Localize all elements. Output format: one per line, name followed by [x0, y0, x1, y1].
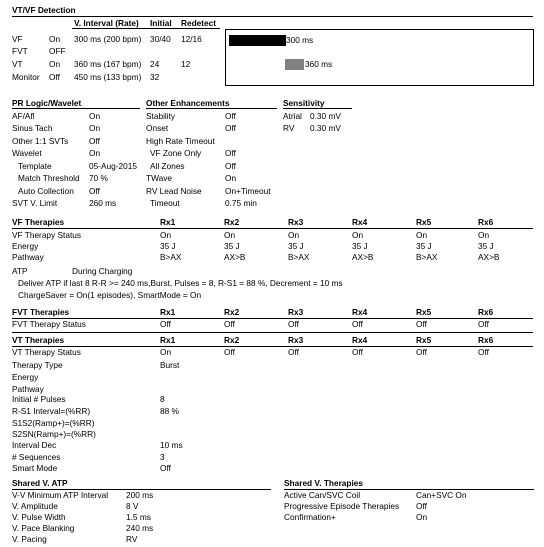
other-label: All Zones	[150, 161, 185, 171]
vf-cell: AX>B	[478, 252, 500, 262]
sva-label: V. Pulse Width	[12, 512, 66, 522]
vt-param-value: Burst	[160, 360, 180, 370]
divider	[12, 228, 533, 229]
sensitivity-label: RV	[283, 123, 295, 133]
vt-param-value: 8	[160, 394, 165, 404]
interval-header: V. Interval (Rate)	[74, 18, 139, 28]
sensitivity-label: Atrial	[283, 111, 302, 121]
zone-name: Monitor	[12, 72, 40, 82]
other-label: RV Lead Noise	[146, 186, 202, 196]
vt-param-value: Off	[160, 463, 171, 473]
atp-value: During Charging	[72, 266, 133, 276]
other-enhancements-underline	[146, 108, 277, 109]
vt-status-label: VT Therapy Status	[12, 347, 81, 357]
fvt-status-label: FVT Therapy Status	[12, 319, 86, 329]
vf-cell: 35 J	[352, 241, 368, 251]
zone-initial: 24	[150, 59, 160, 69]
fvt-cell: Off	[352, 319, 363, 329]
zone-name: FVT	[12, 46, 28, 56]
vf-cell: 35 J	[288, 241, 304, 251]
pr-value: On	[89, 123, 101, 133]
pr-value: Off	[89, 136, 100, 146]
sva-value: RV	[126, 534, 138, 544]
zone-status: Off	[49, 72, 60, 82]
zone-status: OFF	[49, 46, 66, 56]
initial-header: Initial	[150, 18, 172, 28]
vf-cell: On	[478, 230, 490, 240]
vt-cell: Off	[416, 347, 427, 357]
other-value: Off	[225, 148, 236, 158]
vt-therapies-title: VT Therapies	[12, 335, 65, 345]
vf-zone-bar	[229, 35, 286, 46]
vtvf-title: VT/VF Detection	[12, 5, 76, 15]
vf-cell: On	[288, 230, 300, 240]
vf-cell: 35 J	[160, 241, 176, 251]
divider	[12, 318, 533, 319]
pr-label: Wavelet	[12, 148, 42, 158]
vf-zone-label: 300 ms	[286, 35, 314, 45]
shared-v-therapies-title: Shared V. Therapies	[284, 478, 364, 488]
zone-status: On	[49, 34, 61, 44]
vt-cell: On	[160, 347, 172, 357]
vf-cell: 35 J	[224, 241, 240, 251]
atp-detail: Deliver ATP if last 8 R-R >= 240 ms,Burst, Pulses = 8, R-S1 = 88 %, Decrement = 10 ms	[18, 278, 343, 288]
fvt-cell: Off	[478, 319, 489, 329]
vt-param-value: 88 %	[160, 406, 179, 416]
sva-value: 200 ms	[126, 490, 154, 500]
vf-cell: B>AX	[160, 252, 182, 262]
svt-label: Confirmation+	[284, 512, 336, 522]
vf-row-label: VF Therapy Status	[12, 230, 82, 240]
other-label: TWave	[146, 173, 172, 183]
divider	[12, 332, 533, 333]
sva-label: V. Amplitude	[12, 501, 58, 511]
sensitivity-underline	[283, 108, 352, 109]
vf-cell: AX>B	[352, 252, 374, 262]
other-label: Onset	[146, 123, 169, 133]
detection-zone-graph	[225, 29, 534, 86]
zone-interval: 450 ms (133 bpm)	[74, 72, 142, 82]
fvt-cell: Off	[224, 319, 235, 329]
vf-cell: On	[224, 230, 236, 240]
vf-cell: AX>B	[224, 252, 246, 262]
other-value: On	[225, 173, 237, 183]
rx-header: Rx4	[352, 307, 368, 317]
other-value: Off	[225, 123, 236, 133]
vf-therapies-title: VF Therapies	[12, 217, 65, 227]
divider	[12, 16, 533, 17]
rx-header: Rx1	[160, 307, 176, 317]
vt-param-label: R-S1 Interval=(%RR)	[12, 406, 91, 416]
sensitivity-title: Sensitivity	[283, 98, 325, 108]
fvt-cell: Off	[416, 319, 427, 329]
divider	[12, 346, 533, 347]
sva-label: V-V Minimum ATP Interval	[12, 490, 109, 500]
svt-value: Can+SVC On	[416, 490, 467, 500]
zone-redetect: 12/16	[181, 34, 202, 44]
pr-label: AF/Afl	[12, 111, 35, 121]
other-label: Timeout	[150, 198, 180, 208]
pr-logic-underline	[12, 108, 140, 109]
redetect-header: Redetect	[181, 18, 217, 28]
sensitivity-value: 0.30 mV	[310, 111, 341, 121]
zone-interval: 300 ms (200 bpm)	[74, 34, 142, 44]
other-value: Off	[225, 161, 236, 171]
vf-cell: 35 J	[478, 241, 494, 251]
fvt-cell: Off	[288, 319, 299, 329]
vt-param-label: Pathway	[12, 384, 44, 394]
rx-header: Rx5	[416, 217, 432, 227]
vt-param-value: 3	[160, 452, 165, 462]
vf-row-label: Pathway	[12, 252, 44, 262]
vf-cell: 35 J	[416, 241, 432, 251]
vt-param-label: Therapy Type	[12, 360, 63, 370]
rx-header: Rx4	[352, 217, 368, 227]
svt-label: Active Can/SVC Coil	[284, 490, 361, 500]
vt-param-value: 10 ms	[160, 440, 183, 450]
vt-param-label: Smart Mode	[12, 463, 58, 473]
pr-label: Auto Collection	[18, 186, 74, 196]
fvt-therapies-title: FVT Therapies	[12, 307, 70, 317]
rx-header: Rx2	[224, 335, 240, 345]
pr-value: Off	[89, 186, 100, 196]
rx-header: Rx6	[478, 217, 494, 227]
rx-header: Rx6	[478, 307, 494, 317]
header-underline	[72, 28, 220, 29]
vf-row-label: Energy	[12, 241, 39, 251]
pr-value: 260 ms	[89, 198, 117, 208]
rx-header: Rx2	[224, 307, 240, 317]
rx-header: Rx6	[478, 335, 494, 345]
pr-value: On	[89, 148, 101, 158]
vt-cell: Off	[288, 347, 299, 357]
rx-header: Rx4	[352, 335, 368, 345]
sva-value: 8 V	[126, 501, 139, 511]
atp-label: ATP	[12, 266, 28, 276]
pr-label: Sinus Tach	[12, 123, 53, 133]
pr-label: SVT V. Limit	[12, 198, 58, 208]
vt-param-label: Initial # Pulses	[12, 394, 66, 404]
rx-header: Rx3	[288, 335, 304, 345]
zone-initial: 30/40	[150, 34, 171, 44]
svt-label: Progressive Episode Therapies	[284, 501, 400, 511]
vt-param-label: Interval Dec	[12, 440, 57, 450]
shared-v-atp-title: Shared V. ATP	[12, 478, 68, 488]
vf-cell: On	[160, 230, 172, 240]
pr-value: 05-Aug-2015	[89, 161, 137, 171]
vf-cell: On	[352, 230, 364, 240]
other-label: VF Zone Only	[150, 148, 202, 158]
zone-name: VT	[12, 59, 23, 69]
other-label: Stability	[146, 111, 176, 121]
vt-param-label: Energy	[12, 372, 39, 382]
vf-cell: B>AX	[288, 252, 310, 262]
rx-header: Rx1	[160, 335, 176, 345]
vt-param-label: S1S2(Ramp+)=(%RR)	[12, 418, 95, 428]
vf-cell: B>AX	[416, 252, 438, 262]
pr-label: Template	[18, 161, 52, 171]
rx-header: Rx2	[224, 217, 240, 227]
other-label: High Rate Timeout	[146, 136, 215, 146]
svt-value: On	[416, 512, 428, 522]
pr-value: 70 %	[89, 173, 108, 183]
other-enhancements-title: Other Enhancements	[146, 98, 230, 108]
rx-header: Rx5	[416, 307, 432, 317]
zone-interval: 360 ms (167 bpm)	[74, 59, 142, 69]
zone-name: VF	[12, 34, 23, 44]
vt-cell: Off	[352, 347, 363, 357]
fvt-cell: Off	[160, 319, 171, 329]
pr-logic-title: PR Logic/Wavelet	[12, 98, 82, 108]
pr-label: Match Threshold	[18, 173, 80, 183]
sva-label: V. Pacing	[12, 534, 47, 544]
sva-label: V. Pace Blanking	[12, 523, 75, 533]
vt-zone-bar	[285, 59, 304, 70]
zone-status: On	[49, 59, 61, 69]
vt-param-label: # Sequences	[12, 452, 61, 462]
vf-cell: On	[416, 230, 428, 240]
zone-initial: 32	[150, 72, 160, 82]
pr-value: On	[89, 111, 101, 121]
svt-value: Off	[416, 501, 427, 511]
other-value: 0.75 min	[225, 198, 257, 208]
rx-header: Rx1	[160, 217, 176, 227]
rx-header: Rx3	[288, 217, 304, 227]
vt-cell: Off	[478, 347, 489, 357]
vt-cell: Off	[224, 347, 235, 357]
vt-param-label: S2SN(Ramp+)=(%RR)	[12, 429, 96, 439]
sensitivity-value: 0.30 mV	[310, 123, 341, 133]
pr-label: Other 1:1 SVTs	[12, 136, 69, 146]
sva-value: 1.5 ms	[126, 512, 151, 522]
other-value: On+Timeout	[225, 186, 271, 196]
zone-redetect: 12	[181, 59, 191, 69]
vt-zone-label: 360 ms	[305, 59, 333, 69]
sva-value: 240 ms	[126, 523, 154, 533]
chargesaver-note: ChargeSaver = On(1 episodes), SmartMode = On	[18, 290, 202, 300]
other-value: Off	[225, 111, 236, 121]
rx-header: Rx5	[416, 335, 432, 345]
rx-header: Rx3	[288, 307, 304, 317]
